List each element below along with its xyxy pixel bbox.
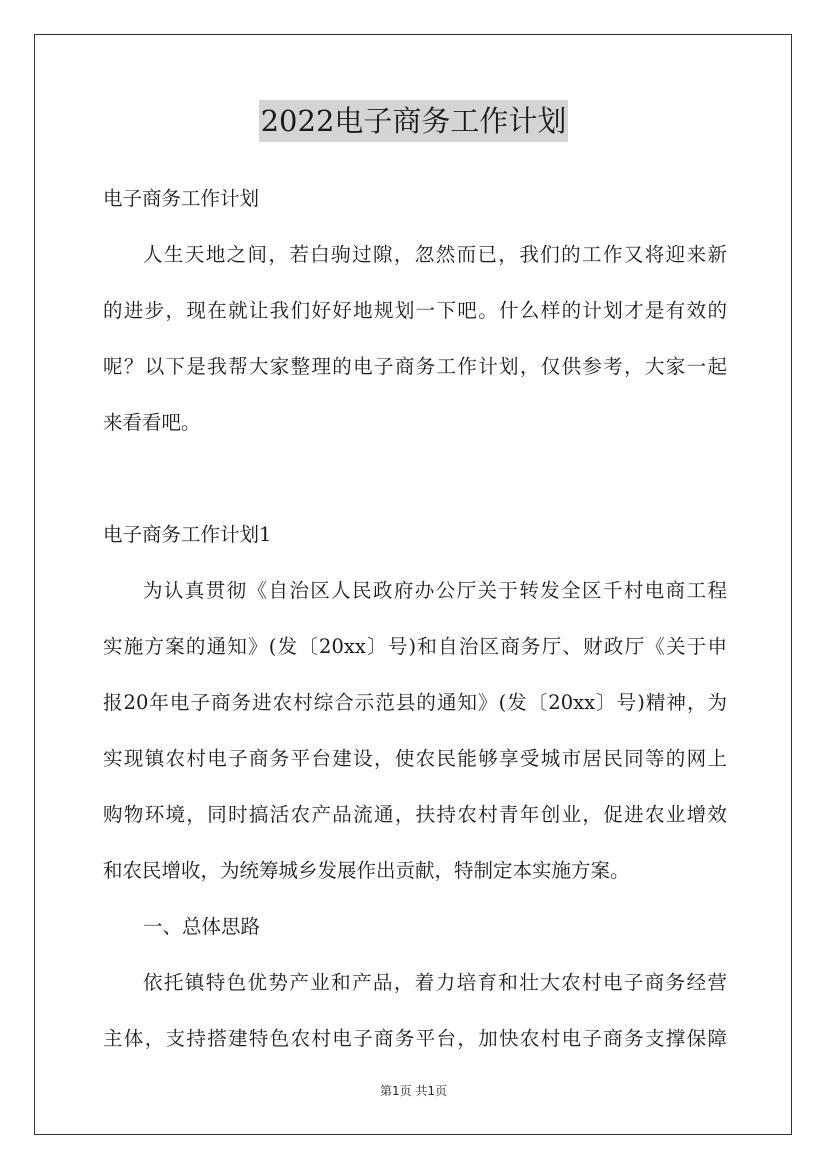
title-wrap [0, 100, 827, 142]
document-title: 2022电子商务工作计划 [259, 100, 569, 142]
text-line: 和农民增收，为统筹城乡发展作出贡献，特制定本实施方案。 [103, 859, 630, 882]
text-line: 电子商务工作计划1 [103, 523, 272, 546]
text-line: 的进步，现在就让我们好好地规划一下吧。什么样的计划才是有效的 [103, 299, 727, 322]
document-body [103, 171, 727, 1067]
text-line: 依托镇特色优势产业和产品，着力培育和壮大农村电子商务经营 [143, 971, 727, 994]
text-line: 实施方案的通知》(发〔20xx〕号)和自治区商务厅、财政厅《关于申 [103, 635, 727, 658]
text-line: 报20年电子商务进农村综合示范县的通知》(发〔20xx〕号)精神，为 [103, 691, 727, 714]
paragraph-gap [103, 451, 727, 507]
page-footer: 第1页 共1页 [379, 1084, 448, 1098]
text-line: 购物环境，同时搞活农产品流通，扶持农村青年创业，促进农业增效 [103, 803, 727, 826]
text-line: 呢？以下是我帮大家整理的电子商务工作计划，仅供参考，大家一起 [103, 355, 727, 378]
text-line: 来看看吧。 [103, 411, 201, 434]
text-line: 电子商务工作计划 [103, 187, 260, 210]
text-line: 实现镇农村电子商务平台建设，使农民能够享受城市居民同等的网上 [103, 747, 727, 770]
text-line: 为认真贯彻《自治区人民政府办公厅关于转发全区千村电商工程 [143, 579, 727, 602]
text-line: 主体，支持搭建特色农村电子商务平台，加快农村电子商务支撑保障 [103, 1027, 727, 1050]
text-line: 人生天地之间，若白驹过隙，忽然而已，我们的工作又将迎来新 [143, 243, 727, 266]
text-line: 一、总体思路 [143, 915, 261, 938]
